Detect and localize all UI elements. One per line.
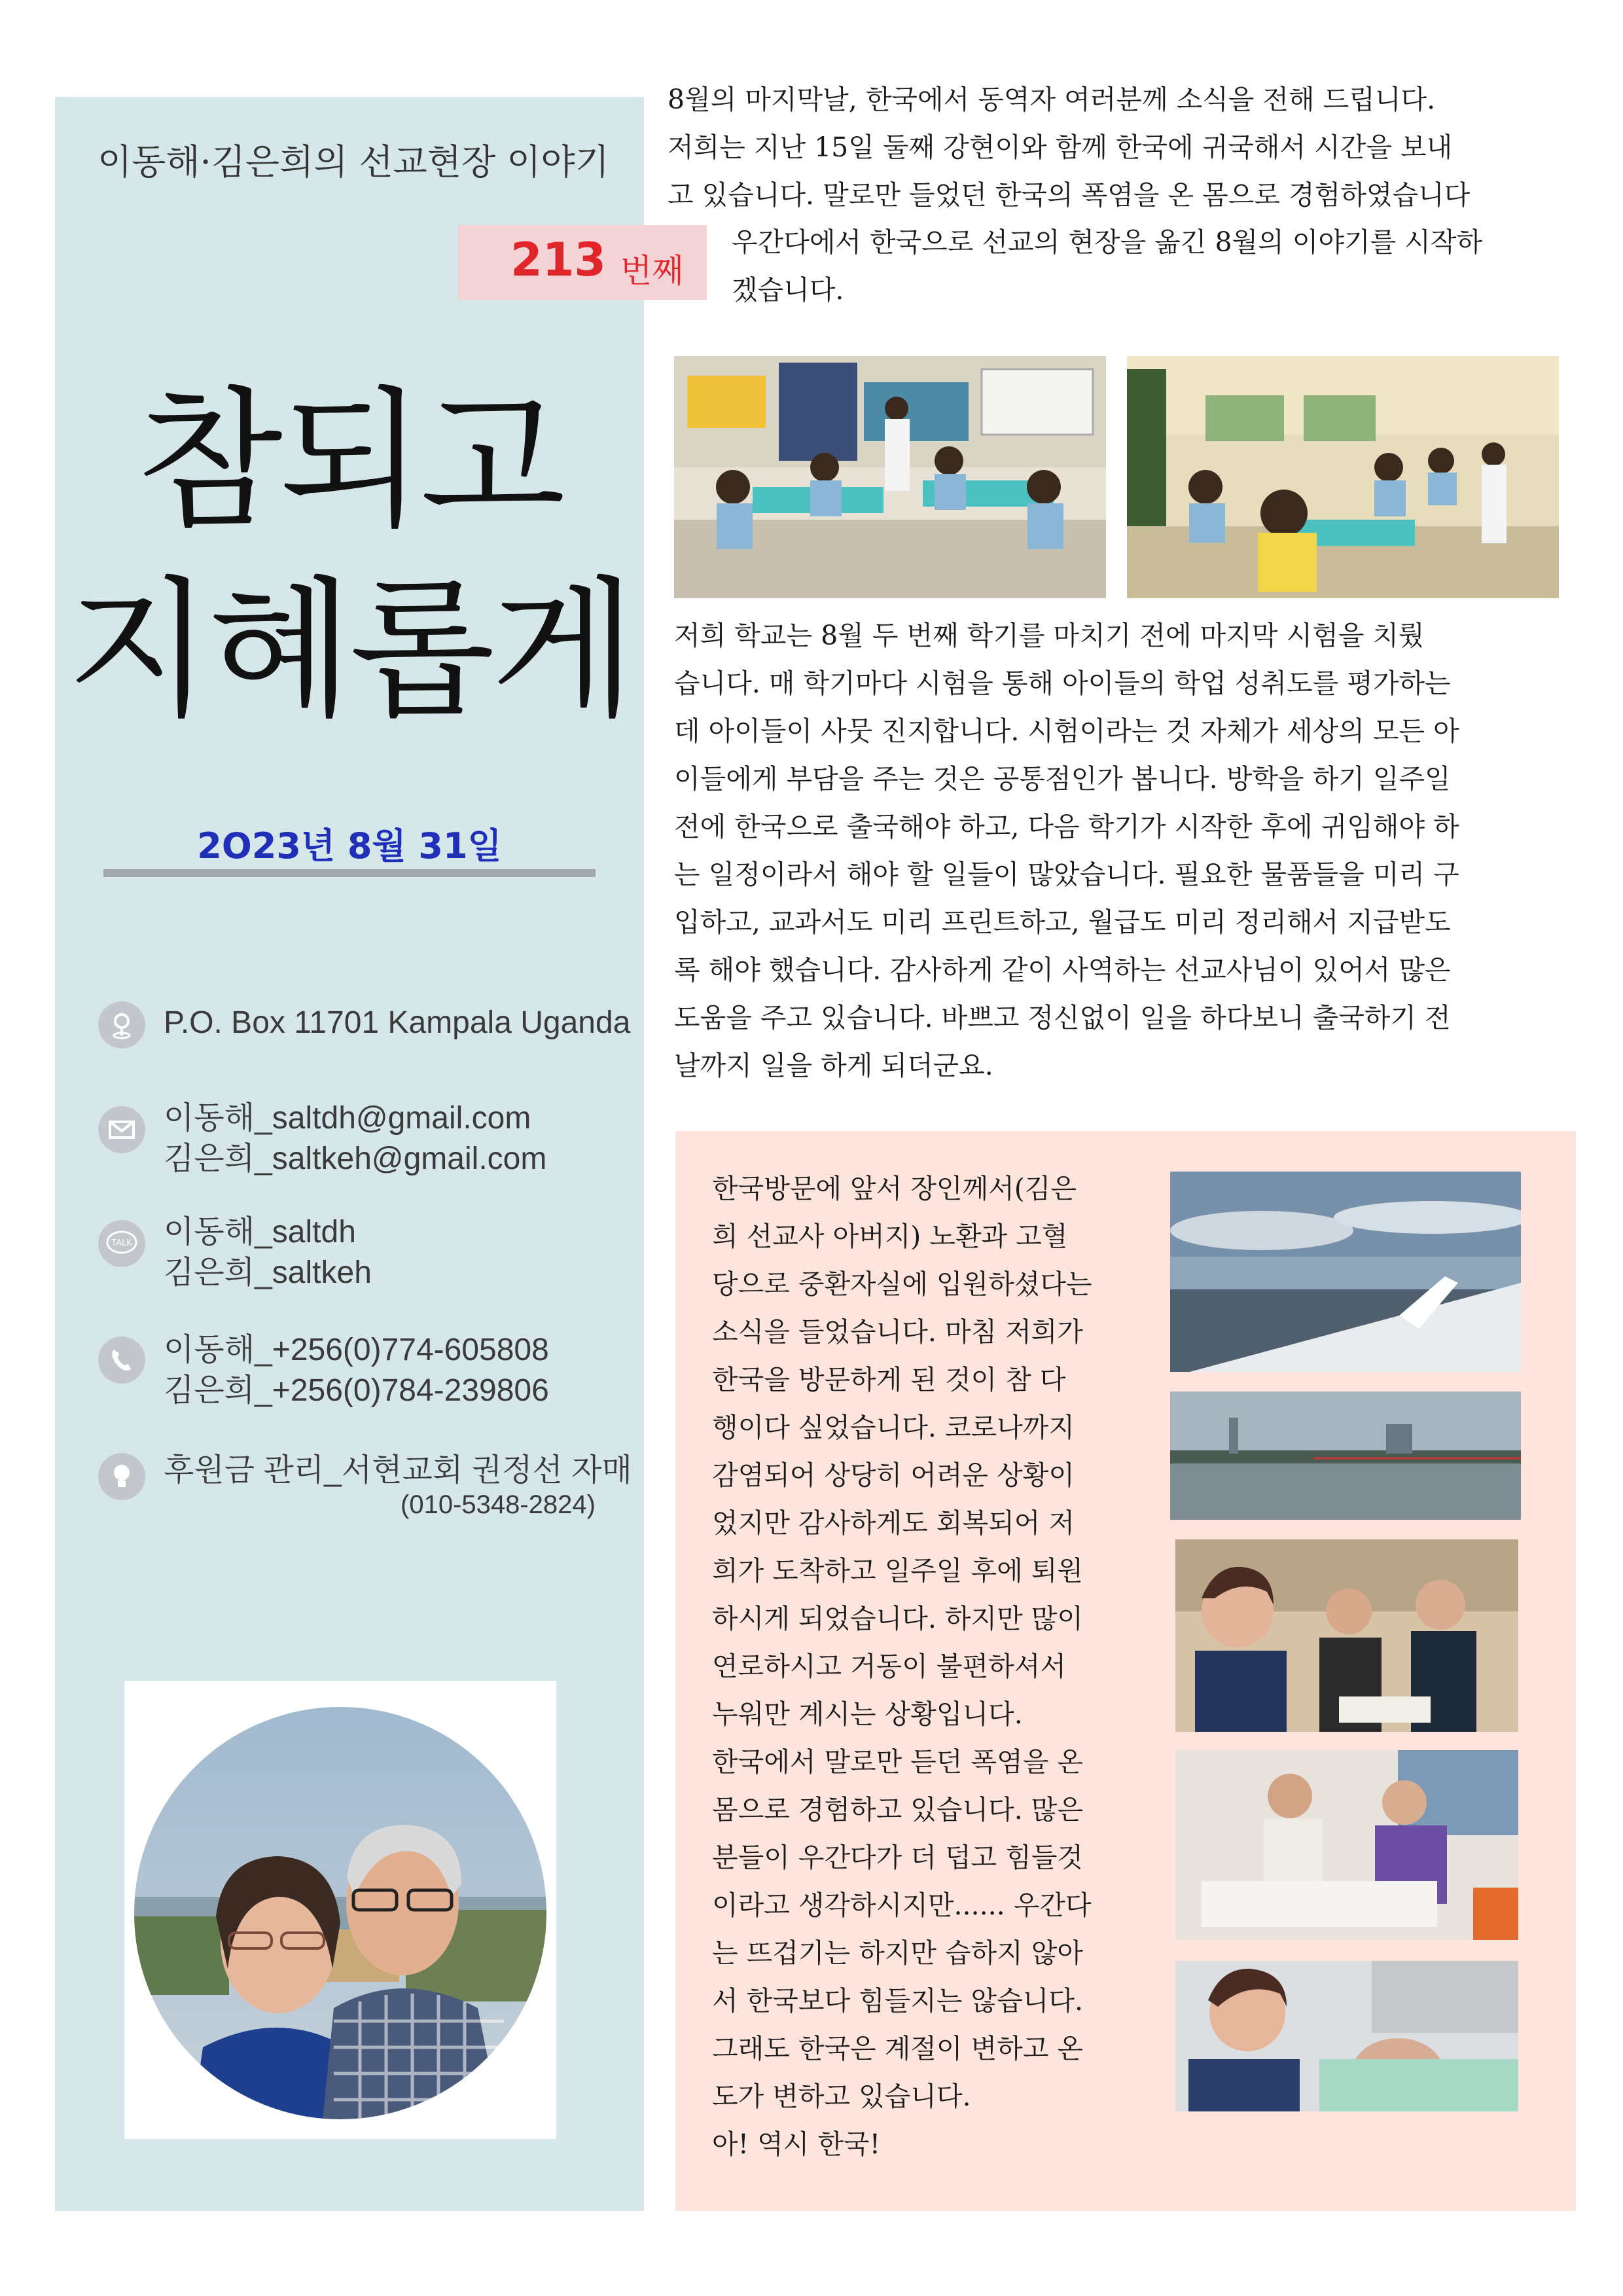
support-manager: 후원금 관리_서현교회 권정선 자매 bbox=[164, 1453, 632, 1488]
location-pin-icon bbox=[98, 1001, 145, 1049]
school-exam-paragraph: 저희 학교는 8월 두 번째 학기를 마치기 전에 마지막 시험을 치뤘 습니다. 매 학기마다 시험을 통해 아이들의 학업 성취도를 평가하는 데 아이들이 사뭇 진지합니다. 시험이라는 것 자체가 세상의 모든 아 이들에게 부담을 주는 것은 공통점인가 봅니다. 방학을 하기 일주일 전에 한국으로 출국해야 하고, 다음 학기가 시작한 후에 귀임해야 하 는 일정이라서 해야 할 일들이 많았습니다. 필요한 물품들을 미리 구 입하고, 교과서도 미리 프린트하고, 월급도 미리 정리해서 지급받도 록 해야 했습니다. 감사하게 같이 사역하는 선교사님이 있어서 많은 도움을 주고 있습니다. 바쁘고 정신없이 일을 하다보니 출국하기 전 날까지 일을 하게 되더군요. bbox=[674, 620, 1459, 1081]
intro-paragraph: 8월의 마지막날, 한국에서 동역자 여러분께 소식을 전해 드립니다. 저희는 지난 15일 둘째 강현이와 함께 한국에 귀국해서 시간을 보내 고 있습니다. 말로만 들었던 한국의 폭염을 온 몸으로 경험하였습니다 bbox=[668, 84, 1471, 211]
talk-icon-text: TALK bbox=[111, 1238, 132, 1248]
main-title-line-1: 참되고 bbox=[137, 374, 562, 548]
phone-icon bbox=[98, 1336, 145, 1384]
main-title bbox=[55, 367, 644, 746]
issue-date: 2O23년 8월 31일 bbox=[197, 825, 502, 867]
support-phone: (010-5348-2824) bbox=[401, 1490, 596, 1519]
main-title-line-2: 지혜롭게 bbox=[66, 564, 633, 738]
intro-paragraph-continued: 우간다에서 한국으로 선교의 현장을 옮긴 8월의 이야기를 시작하 겠습니다. bbox=[732, 226, 1483, 306]
email-keh[interactable]: 김은희_saltkeh@gmail.com bbox=[164, 1141, 547, 1176]
lightbulb-icon bbox=[98, 1453, 145, 1500]
missionary-couple-photo bbox=[124, 1681, 556, 2139]
father-hospital-photo bbox=[1175, 1961, 1518, 2111]
phone-dh[interactable]: 이동해_+256(0)774-605808 bbox=[164, 1333, 549, 1367]
classroom-exam-photo-2 bbox=[1127, 356, 1559, 598]
classroom-exam-photo-1 bbox=[674, 356, 1106, 598]
kakaotalk-icon bbox=[98, 1220, 145, 1267]
talk-id-keh: 김은희_saltkeh bbox=[164, 1255, 372, 1290]
issue-number: 213 bbox=[510, 233, 607, 287]
talk-id-dh: 이동해_saltdh bbox=[164, 1215, 356, 1249]
han-river-photo bbox=[1170, 1391, 1521, 1520]
family-table-photo bbox=[1175, 1750, 1518, 1940]
email-dh[interactable]: 이동해_saltdh@gmail.com bbox=[164, 1101, 531, 1136]
korea-visit-paragraph: 한국방문에 앞서 장인께서(김은 희 선교사 아버지) 노환과 고혈 당으로 중환자실에 입원하셨다는 소식을 들었습니다. 마침 저희가 한국을 방문하게 된 것이 참 다 행이다 싶었습니다. 코로나까지 감염되어 상당히 어려운 상황이 었지만 감사하게도 회복되어 저 희가 도착하고 일주일 후에 퇴원 하시게 되었습니다. 하지만 많이 연로하시고 거동이 불편하셔서 누워만 계시는 상황입니다. 한국에서 말로만 듣던 폭염을 온 몸으로 경험하고 있습니다. 많은 분들이 우간다가 더 덥고 힘들것 이라고 생각하시지만...... 우간다 는 뜨겁기는 하지만 습하지 않아 서 한국보다 힘들지는 않습니다. 그래도 한국은 계절이 변하고 온 도가 변하고 있습니다. 아! 역시 한국! bbox=[712, 1173, 1092, 2160]
phone-keh[interactable]: 김은희_+256(0)784-239806 bbox=[164, 1373, 549, 1408]
issue-suffix: 번째 bbox=[620, 252, 684, 290]
address-text: P.O. Box 11701 Kampala Uganda bbox=[164, 1005, 631, 1040]
airplane-wing-photo bbox=[1170, 1172, 1521, 1372]
family-meal-photo bbox=[1175, 1539, 1518, 1732]
envelope-icon bbox=[98, 1106, 145, 1153]
date-divider bbox=[103, 869, 596, 877]
newsletter-series-title: 이동해·김은희의 선교현장 이야기 bbox=[98, 141, 609, 183]
